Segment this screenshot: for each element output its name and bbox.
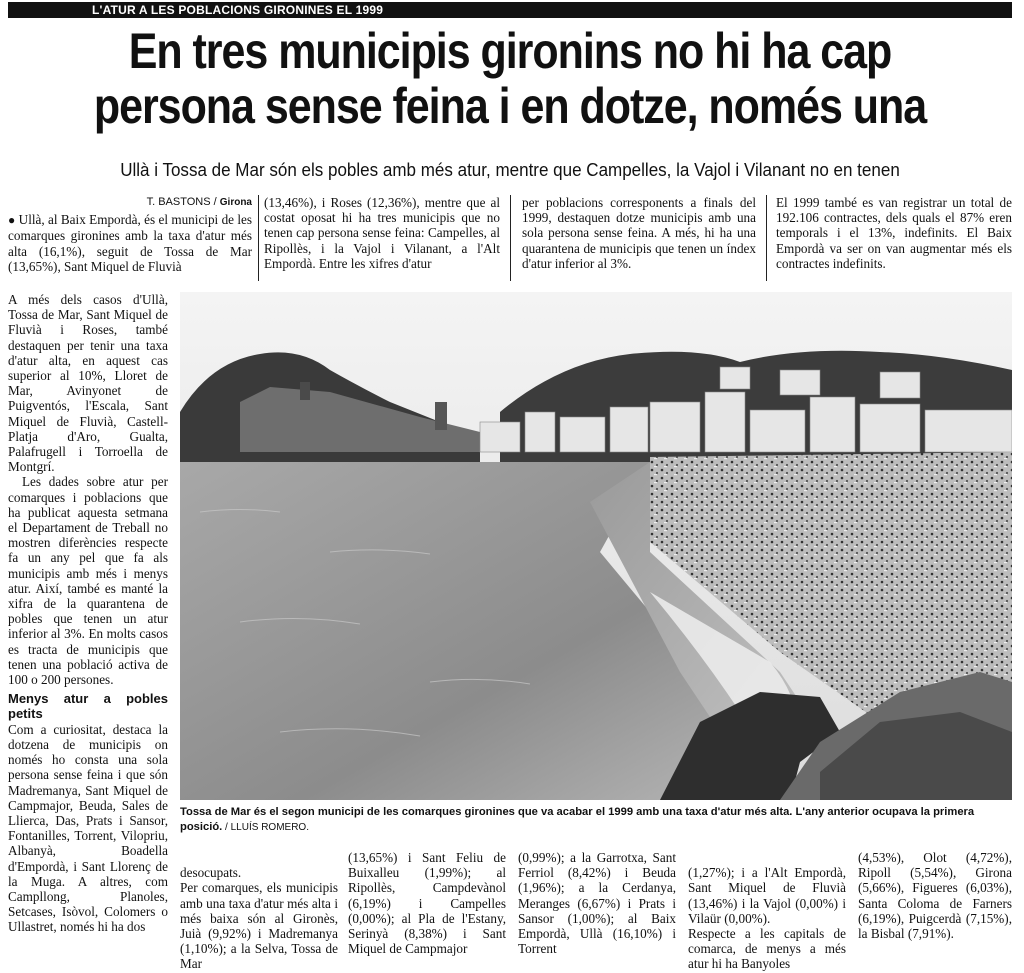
byline-place: Girona [219,197,252,208]
column-divider [510,195,511,281]
headline-line-2: persona sense feina i en dotze, només una [93,78,927,134]
top-column-4-text: El 1999 també es van registrar un total de 192.106 contractes, dels quals el 87% eren temporals i el 13%, indefinits. El Baix Empordà va ser on van augmentar més els contractes indefinits. [776,195,1012,271]
bottom-column-5 [858,850,1012,971]
headline-line-1: En tres municipis gironins no hi ha cap [128,23,892,79]
left-column [8,292,168,970]
top-column-3 [522,195,756,287]
beach-photo [180,292,1012,800]
section-subheading: Menys atur a pobles petits [8,691,168,722]
top-column-2-text: (13,46%), i Roses (12,36%), mentre que al costat oposat hi ha tres municipis que no tenen cap persona sense feina: Campelles, al Ripollès, i la Vajol i Vilanant, a l'Alt Empordà. Entre les xifres d'atur [264,195,500,271]
column-divider [766,195,767,281]
photo-credit: / LLUÍS ROMERO. [222,822,309,833]
bottom-column-4 [688,850,846,971]
top-column-4 [776,195,1012,287]
top-column-3-text: per poblacions corresponents a finals del 1999, destaquen dotze municipis amb una sola persona sense feina. A més, hi ha una quarantena de municipis que tenen un índex d'atur inferior al 3%. [522,195,756,271]
byline [8,195,252,210]
tossa-de-mar-photo-illustration [180,292,1012,800]
bottom-column-5-text: (4,53%), Olot (4,72%), Ripoll (5,54%), Girona (5,66%), Figueres (6,03%), Santa Coloma de Farners (6,19%), Puigcerdà (7,15%), la Bisbal (7,91%). [858,850,1012,942]
left-column-paragraph-3: Com a curiositat, destaca la dotzena de municipis on només ho consta una sola persona sense feina i que són Madremanya, Sant Miquel de Campmajor, Beuda, Sales de Llierca, Das, Prats i Sansor, Fontanilles, Torrent, Vilopriu, Albanyà, Boadella d'Empordà, i Sant Llorenç de la Muga. A altres, com Campllong, Planoles, Setcases, Isòvol, Colomers o Ullastret, només hi ha dos [8,721,168,935]
photo-caption [180,805,1012,835]
bottom-column-1 [180,850,338,971]
byline-author: T. BASTONS / [146,196,220,208]
column-divider [258,195,259,281]
bottom-column-2 [348,850,506,971]
left-column-paragraph-1: A més dels casos d'Ullà, Tossa de Mar, Sant Miquel de Fluvià i Roses, també destaquen per tenir una taxa d'atur alta, en aquest cas superior al 10%, Lloret de Mar, Avinyonet de Puigventós, l'Escala, Sant Miquel de Fluvià, Castell-Platja d'Aro, Gualta, Palafrugell i Torroella de Montgrí. [8,292,168,475]
top-column-1 [8,195,252,287]
bottom-column-3-text: (0,99%); a la Garrotxa, Sant Ferriol (8,42%) i Beuda (1,96%); a la Cerdanya, Meranges (6,67%) i Prats i Sansor (1,00%); al Baix Empordà, Ullà (16,10%) i Torrent [518,850,676,957]
headline [78,24,941,134]
bottom-column-1-text: desocupats. Per comarques, els municipis amb una taxa d'atur més alta i més baixa són al Gironès, Juià (9,92%) i Madremanya (1,10%); a la Selva, Tossa de Mar [180,865,338,971]
top-column-1-text: Ullà, al Baix Empordà, és el municipi de les comarques gironines amb la taxa d'atur més alta (16,1%), seguit de Tossa de Mar (13,65%), Sant Miquel de Fluvià [8,212,252,274]
section-kicker: L'ATUR A LES POBLACIONS GIRONINES EL 1999 [8,2,1012,18]
left-column-paragraph-2: Les dades sobre atur per comarques i poblacions que ha publicat aquesta setmana el Departament de Treball no mostren diferències respecte fa un any pel que fa als municipis amb més i menys atur. Així, també es manté la xifra de la quarantena de pobles que tenen un atur inferior al 3%. En molts casos es tracta de municipis que tenen una població activa de 100 o 200 persones. [8,474,168,688]
caption-text: Tossa de Mar és el segon municipi de les comarques gironines que va acabar el 1999 amb una taxa d'atur més alta. L'any anterior ocupava la primera posició. [180,806,975,833]
subheadline: Ullà i Tossa de Mar són els pobles amb més atur, mentre que Campelles, la Vajol i Vilanant no en tenen [120,159,900,180]
bottom-column-4-text: (1,27%); i a l'Alt Empordà, Sant Miquel de Fluvià (13,46%) i la Vajol (0,00%) i Vilaür (0,00%). Respecte a les capitals de comarca, de menys a més atur hi ha Banyoles [688,865,846,971]
bottom-column-3 [518,850,676,971]
bottom-column-2-text: (13,65%) i Sant Feliu de Buixalleu (1,99%); al Ripollès, Campdevànol (6,19%) i Campelles (0,00%); al Pla de l'Estany, Serinyà (8,38%) i Sant Miquel de Campmajor [348,850,506,957]
bullet-icon: ● [8,213,16,228]
top-column-2 [264,195,500,287]
